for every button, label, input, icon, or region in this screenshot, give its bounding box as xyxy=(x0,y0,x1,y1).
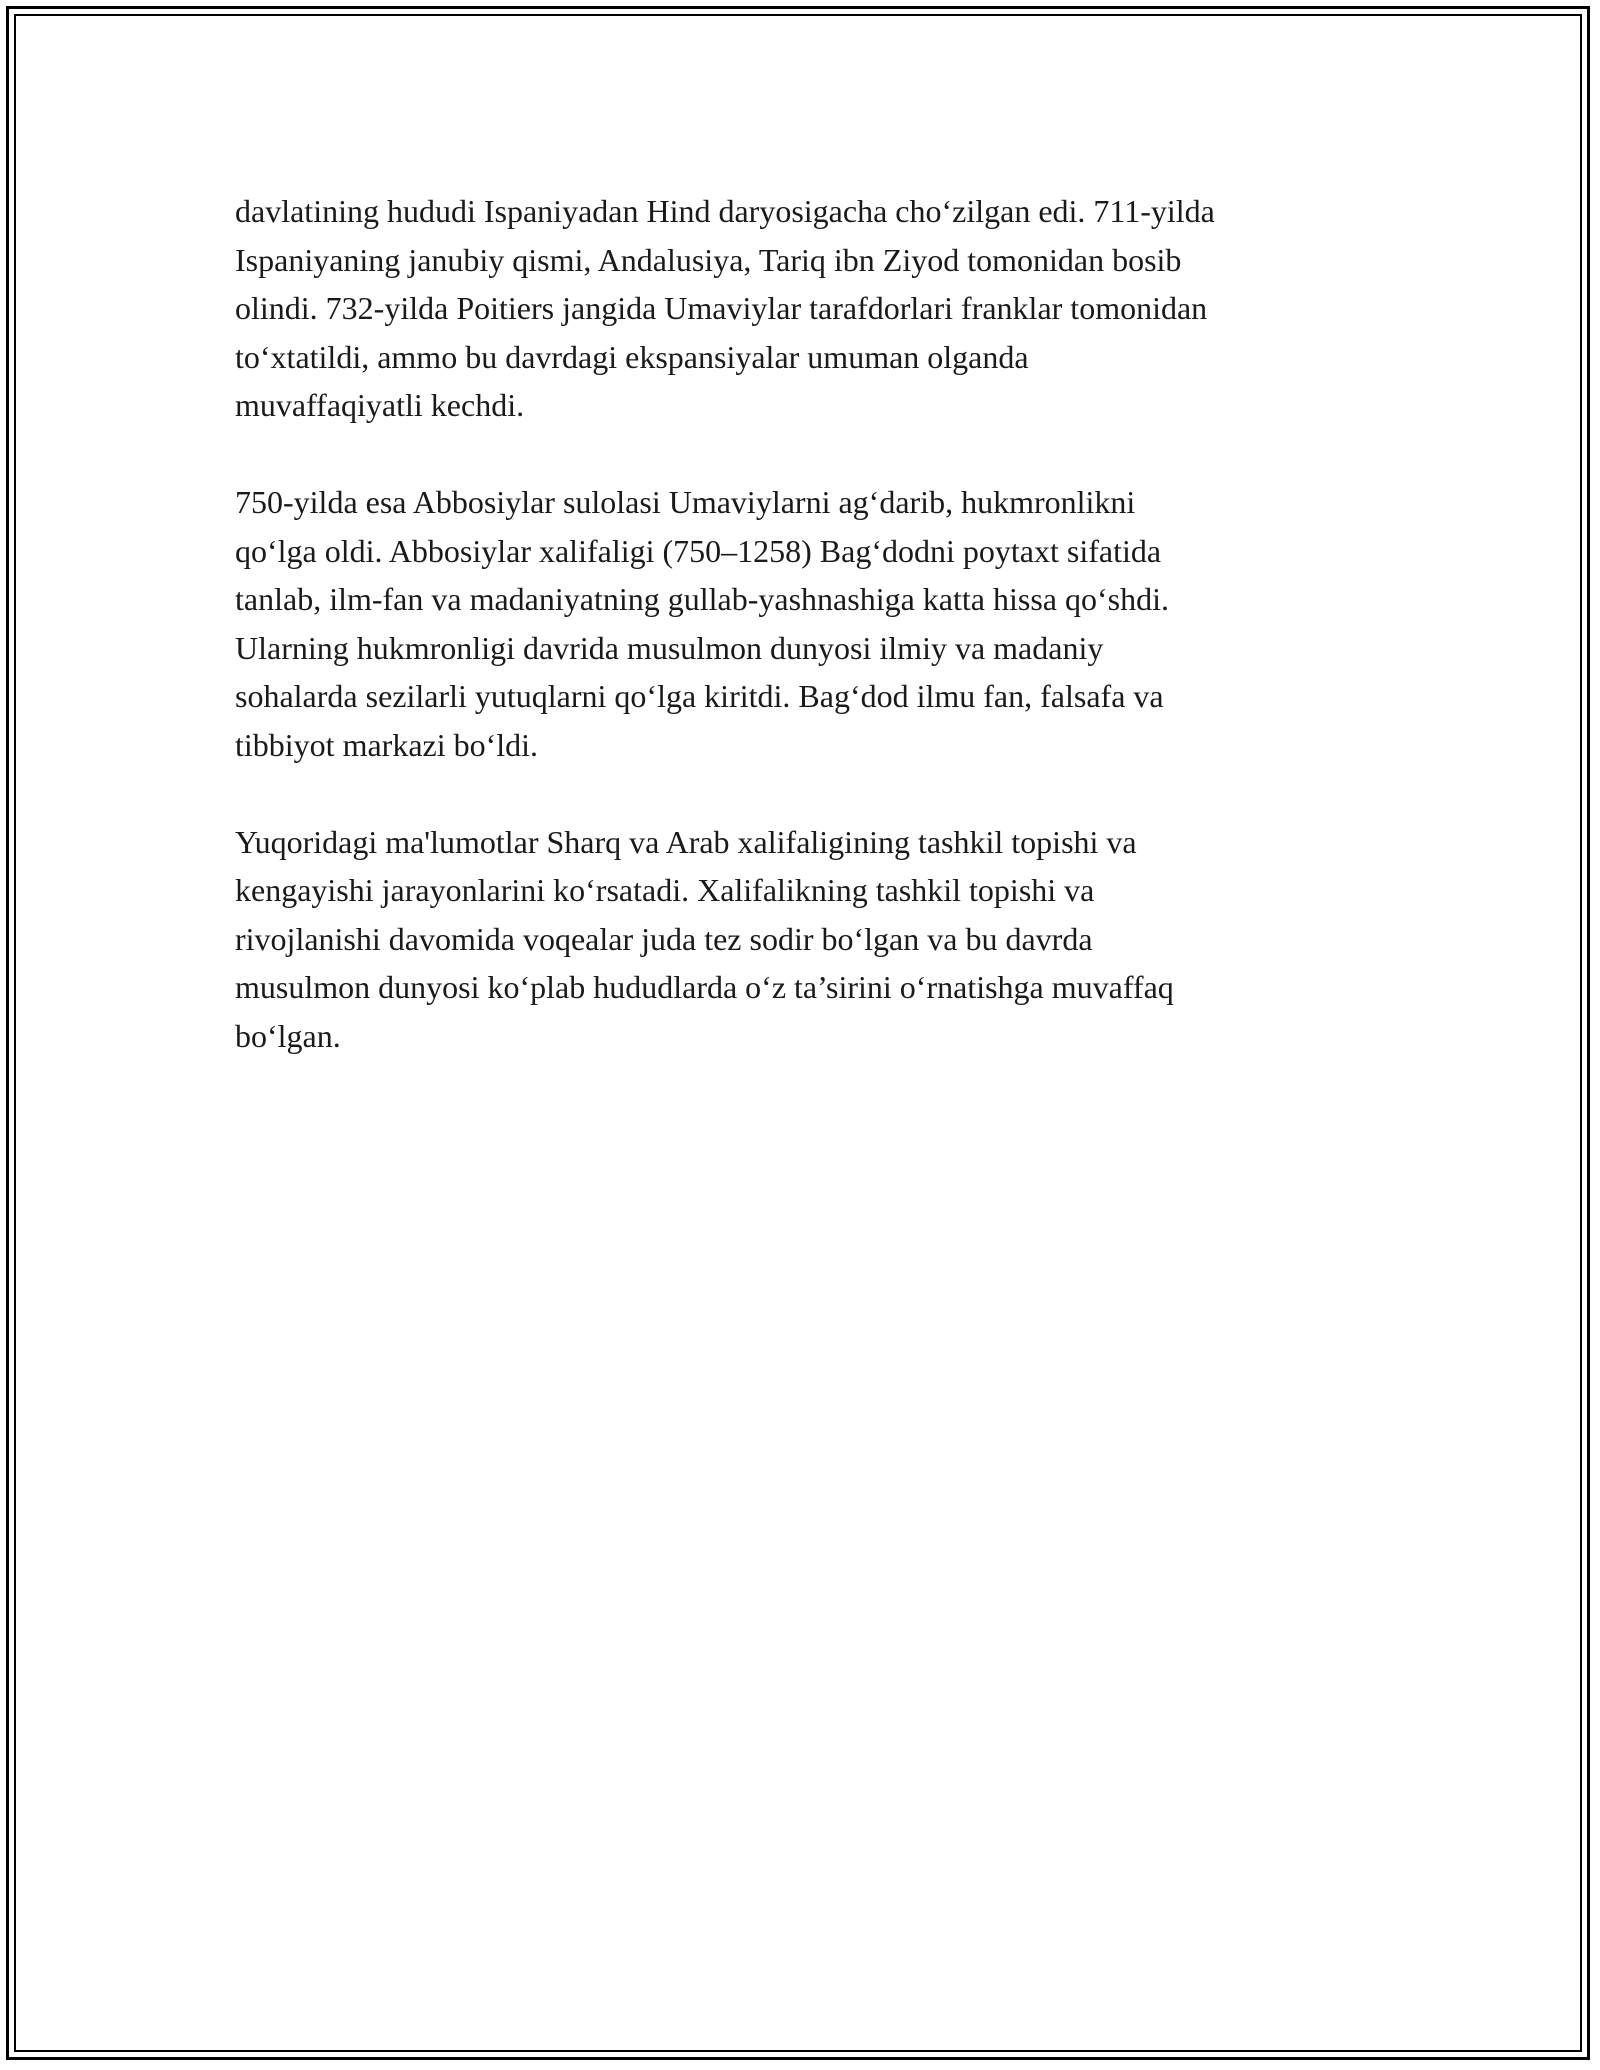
paragraph-2: 750-yilda esa Abbosiylar sulolasi Umaviylarni ag‘darib, hukmronlikni qo‘lga oldi. Abbosiylar xalifaligi (750–1258) Bag‘dodni poytaxt sifatida tanlab, ilm-fan va madaniyatning gullab-yashnashiga katta hissa qo‘shdi. Ularning hukmronligi davrida musulmon dunyosi ilmiy va madaniy sohalarda sezilarli yutuqlarni qo‘lga kiritdi. Bag‘dod ilmu fan, falsafa va tibbiyot markazi bo‘ldi. xyxy=(235,484,1169,763)
paragraph-3: Yuqoridagi ma'lumotlar Sharq va Arab xalifaligining tashkil topishi va kengayishi jarayonlarini ko‘rsatadi. Xalifalikning tashkil topishi va rivojlanishi davomida voqealar juda tez sodir bo‘lgan va bu davrda musulmon dunyosi ko‘plab hududlarda o‘z ta’sirini o‘rnatishga muvaffaq bo‘lgan. xyxy=(235,823,1174,1054)
paragraph-1: davlatining hududi Ispaniyadan Hind daryosigacha cho‘zilgan edi. 711-yilda Ispaniyaning janubiy qismi, Andalusiya, Tariq ibn Ziyod tomonidan bosib olindi. 732-yilda Poitiers jangida Umaviylar tarafdorlari franklar tomonidan to‘xtatildi, ammo bu davrdagi ekspansiyalar umuman olganda muvaffaqiyatli kechdi. xyxy=(235,193,1215,423)
document-body xyxy=(235,187,1375,1109)
